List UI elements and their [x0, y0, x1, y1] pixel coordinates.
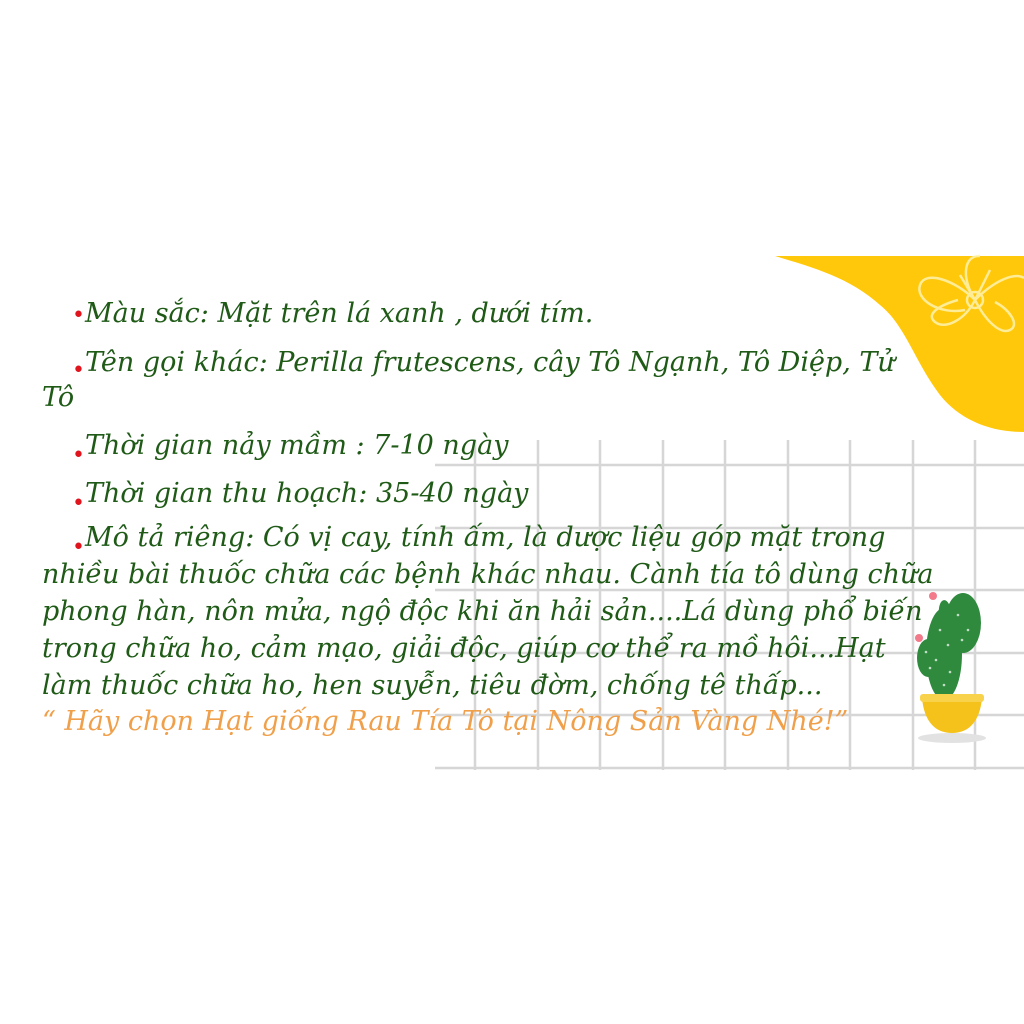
harvest-text: Thời gian thu hoạch: 35-40 ngày: [84, 478, 529, 509]
list-item-germination: [72, 428, 508, 466]
bullet-icon: •: [72, 358, 85, 383]
color-text: Màu sắc: Mặt trên lá xanh , dưới tím.: [84, 298, 594, 329]
description-line-5: làm thuốc chữa ho, hen suyễn, tiêu đờm, chống tê thấp...: [42, 670, 823, 701]
list-item-description: [72, 520, 885, 558]
bullet-icon: •: [72, 443, 85, 468]
list-item-color: [72, 296, 593, 334]
germination-text: Thời gian nảy mầm : 7-10 ngày: [84, 430, 509, 461]
other-names-text: Tên gọi khác: Perilla frutescens, cây Tô Ngạnh, Tô Diệp, Tử: [84, 347, 895, 378]
description-line-2: nhiều bài thuốc chữa các bệnh khác nhau. Cành tía tô dùng chữa: [42, 559, 934, 590]
other-names-continuation: Tô: [42, 382, 75, 413]
description-line-4: trong chữa ho, cảm mạo, giải độc, giúp cơ thể ra mồ hôi...Hạt: [42, 633, 886, 664]
description-line-1: Mô tả riêng: Có vị cay, tính ấm, là dược liệu góp mặt trong: [84, 522, 886, 553]
bullet-icon: •: [72, 535, 85, 560]
bullet-icon: •: [72, 491, 85, 516]
list-item-other-names: [72, 345, 895, 383]
bullet-icon: •: [72, 303, 85, 328]
list-item-harvest: [72, 476, 528, 514]
promo-quote: “ Hãy chọn Hạt giống Rau Tía Tô tại Nông Sản Vàng Nhé!”: [42, 706, 849, 737]
description-line-3: phong hàn, nôn mửa, ngộ độc khi ăn hải sản....Lá dùng phổ biến: [42, 596, 923, 627]
